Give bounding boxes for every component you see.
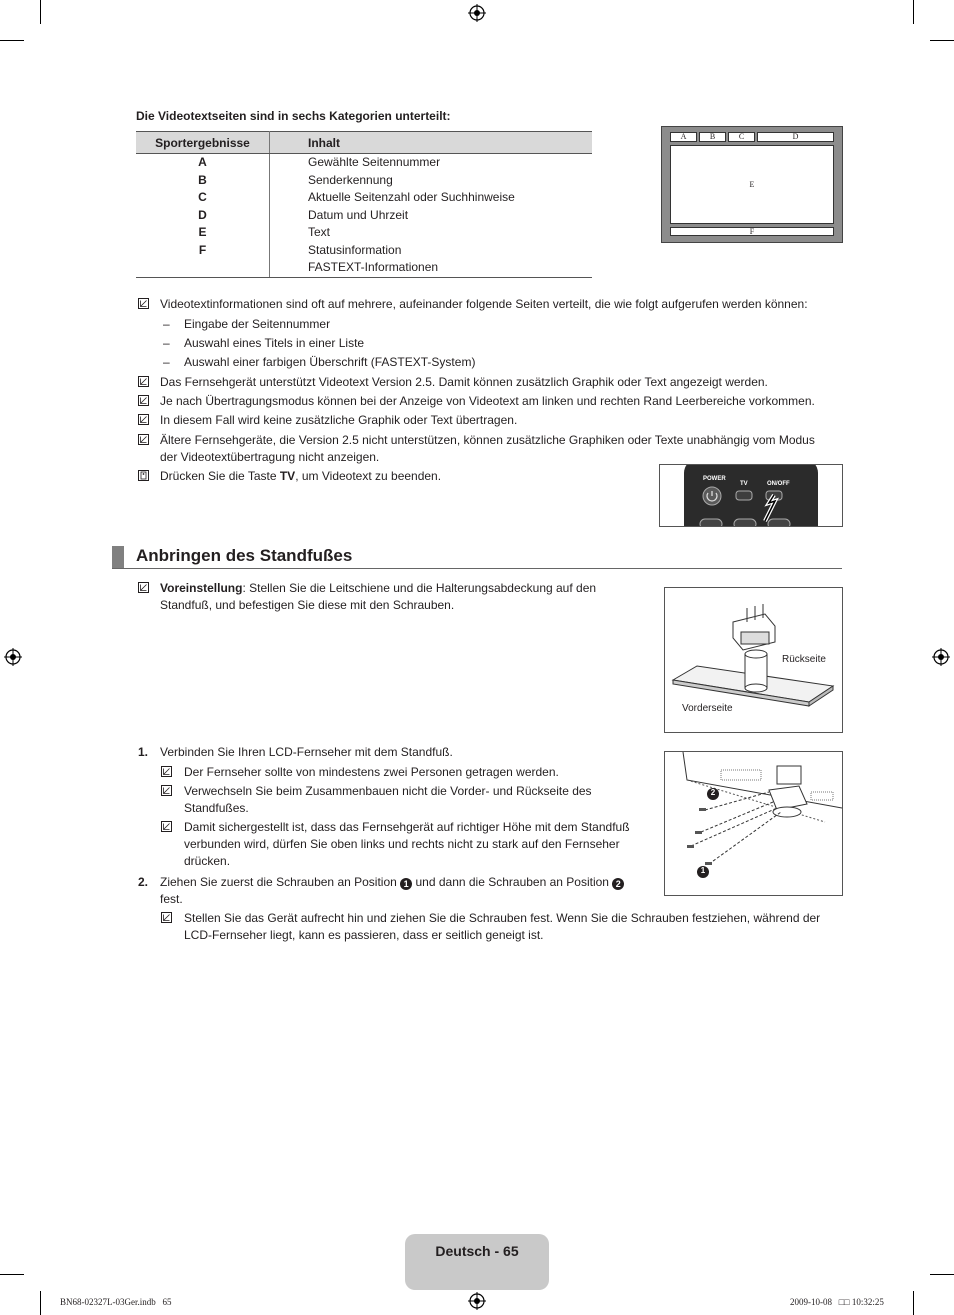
position-2-marker: 2 — [612, 878, 624, 890]
note-text: Das Fernsehgerät unterstützt Videotext Version 2.5. Damit können zusätzlich Graphik oder Text angezeigt werden. — [160, 375, 768, 389]
table-cell: Gewählte Seitennummer — [308, 155, 441, 169]
back-side-label: Rückseite — [782, 654, 826, 665]
note-text: Je nach Übertragungsmodus können bei der Anzeige von Videotext am linken und rechten Rand Leerbereiche vorkommen. — [160, 394, 815, 408]
note-text: Damit sichergestellt ist, dass das Fernsehgerät auf richtiger Höhe mit dem Standfuß — [184, 820, 630, 834]
category-table — [136, 131, 592, 278]
table-cell: Statusinformation — [308, 242, 402, 257]
note-text: Videotextinformationen sind oft auf mehrere, aufeinander folgende Seiten verteilt, die wie folgt aufgerufen werden können: — [160, 297, 808, 311]
dash-bullet: – — [163, 336, 170, 350]
table-cell — [136, 259, 270, 277]
note-text: Verwechseln Sie beim Zusammenbauen nicht die Vorder- und Rückseite des — [184, 784, 592, 798]
preset-text: Standfuß, und befestigen Sie diese mit den Schrauben. — [160, 598, 455, 612]
note-icon — [161, 785, 172, 796]
page-number: Deutsch - 65 — [435, 1243, 519, 1259]
step-text-part: und dann die Schrauben an Position — [412, 875, 613, 889]
step-number: 1. — [138, 745, 149, 759]
note-text: Ältere Fernsehgeräte, die Version 2.5 nicht unterstützen, können zusätzliche Graphiken oder Texte unabhängig vom Modus — [160, 433, 815, 447]
table-cell: C — [136, 189, 270, 207]
table-row — [136, 242, 592, 260]
tv-back-illustration — [665, 752, 842, 895]
preset-label: Voreinstellung — [160, 581, 243, 595]
table-cell: A — [136, 154, 270, 172]
front-side-label: Vorderseite — [682, 703, 733, 714]
tv-screw-figure — [664, 751, 843, 896]
note-icon — [138, 298, 149, 309]
registration-mark-icon — [932, 648, 950, 666]
note-icon — [138, 376, 149, 387]
table-cell: B — [136, 172, 270, 190]
table-row — [136, 172, 592, 190]
registration-mark-icon — [468, 4, 486, 22]
remote-control-image — [659, 464, 843, 527]
note-text-part: , um Videotext zu beenden. — [295, 469, 442, 483]
onoff-key-label: ON/OFF — [767, 481, 790, 487]
section-title: Anbringen des Standfußes — [136, 546, 353, 565]
registration-mark-icon — [4, 648, 22, 666]
position-2-badge: 2 — [710, 788, 716, 797]
position-1-badge: 1 — [700, 866, 706, 875]
note-icon — [138, 414, 149, 425]
section-marker — [112, 546, 124, 568]
stand-assembly-figure — [664, 587, 843, 733]
table-cell: E — [136, 224, 270, 242]
table-cell: Datum und Uhrzeit — [308, 207, 409, 222]
table-row — [136, 189, 592, 207]
footer-file-info: BN68-02327L-03Ger.indb 65 — [60, 1297, 172, 1307]
area-f-label: F — [670, 227, 834, 236]
table-header-cell: Inhalt — [270, 132, 593, 154]
remote-control-illustration — [660, 465, 842, 526]
table-row — [136, 207, 592, 225]
table-cell: Senderkennung — [308, 172, 393, 187]
note-text: Stellen Sie das Gerät aufrecht hin und ziehen Sie die Schrauben fest. Wenn Sie die Schrauben festziehen, während der — [184, 911, 821, 925]
note-text: LCD-Fernseher liegt, kann es passieren, dass er seitlich geneigt ist. — [184, 928, 544, 942]
table-intro: Die Videotextseiten sind in sechs Kategorien unterteilt: — [136, 109, 451, 123]
note-icon — [161, 821, 172, 832]
area-b-label: B — [699, 132, 726, 142]
area-a-label: A — [670, 132, 697, 142]
note-icon — [161, 912, 172, 923]
note-text: In diesem Fall wird keine zusätzliche Graphik oder Text übertragen. — [160, 413, 518, 427]
footer-timestamp: 2009-10-08 □□ 10:32:25 — [790, 1297, 884, 1307]
tv-key-label: TV — [279, 469, 296, 483]
note-icon — [138, 582, 149, 593]
area-d-label: D — [757, 132, 834, 142]
table-row — [136, 224, 592, 242]
section-divider — [112, 568, 842, 569]
note-text: der Videotextübertragung nicht anzeigen. — [160, 450, 380, 464]
table-cell: D — [136, 207, 270, 225]
note-text-part: Drücken Sie die Taste — [160, 469, 280, 483]
registration-mark-icon — [468, 1292, 486, 1310]
power-key-label: POWER — [703, 476, 726, 482]
preset-text: : Stellen Sie die Leitschiene und die Halterungsabdeckung auf den — [242, 581, 597, 595]
step-number: 2. — [138, 875, 149, 889]
step-text: Verbinden Sie Ihren LCD-Fernseher mit dem Standfuß. — [160, 745, 453, 759]
note-text: verbunden wird, dürfen Sie oben links und rechts nicht zu stark auf den Fernseher — [184, 837, 620, 851]
note-text: drücken. — [184, 854, 231, 868]
remote-note-icon — [138, 470, 149, 481]
note-text — [160, 468, 441, 485]
note-icon — [161, 766, 172, 777]
step-text — [160, 874, 624, 891]
list-item: Auswahl einer farbigen Überschrift (FASTEXT-System) — [184, 355, 476, 369]
page-number-tab — [405, 1234, 549, 1290]
note-text: Standfußes. — [184, 801, 249, 815]
note-text: Der Fernseher sollte von mindestens zwei Personen getragen werden. — [184, 765, 559, 779]
table-header-cell: Sportergebnisse — [136, 132, 270, 154]
dash-bullet: – — [163, 317, 170, 331]
note-icon — [138, 395, 149, 406]
note-icon — [138, 434, 149, 445]
step-text-part: Ziehen Sie zuerst die Schrauben an Position — [160, 875, 401, 889]
area-c-label: C — [728, 132, 755, 142]
table-row — [136, 259, 592, 277]
step-text: fest. — [160, 892, 183, 906]
area-e-label: E — [670, 145, 834, 224]
table-cell: F — [136, 242, 270, 260]
table-cell: Text — [308, 225, 331, 239]
position-1-marker: 1 — [400, 878, 412, 890]
list-item: Auswahl eines Titels in einer Liste — [184, 336, 365, 350]
tv-key-label: TV — [740, 481, 748, 487]
teletext-screen-diagram — [661, 126, 843, 243]
preset-note — [160, 580, 596, 597]
dash-bullet: – — [163, 355, 170, 369]
list-item: Eingabe der Seitennummer — [184, 317, 331, 331]
table-cell: FASTEXT-Informationen — [270, 259, 593, 277]
table-row — [136, 154, 592, 172]
table-cell: Aktuelle Seitenzahl oder Suchhinweise — [308, 190, 515, 204]
